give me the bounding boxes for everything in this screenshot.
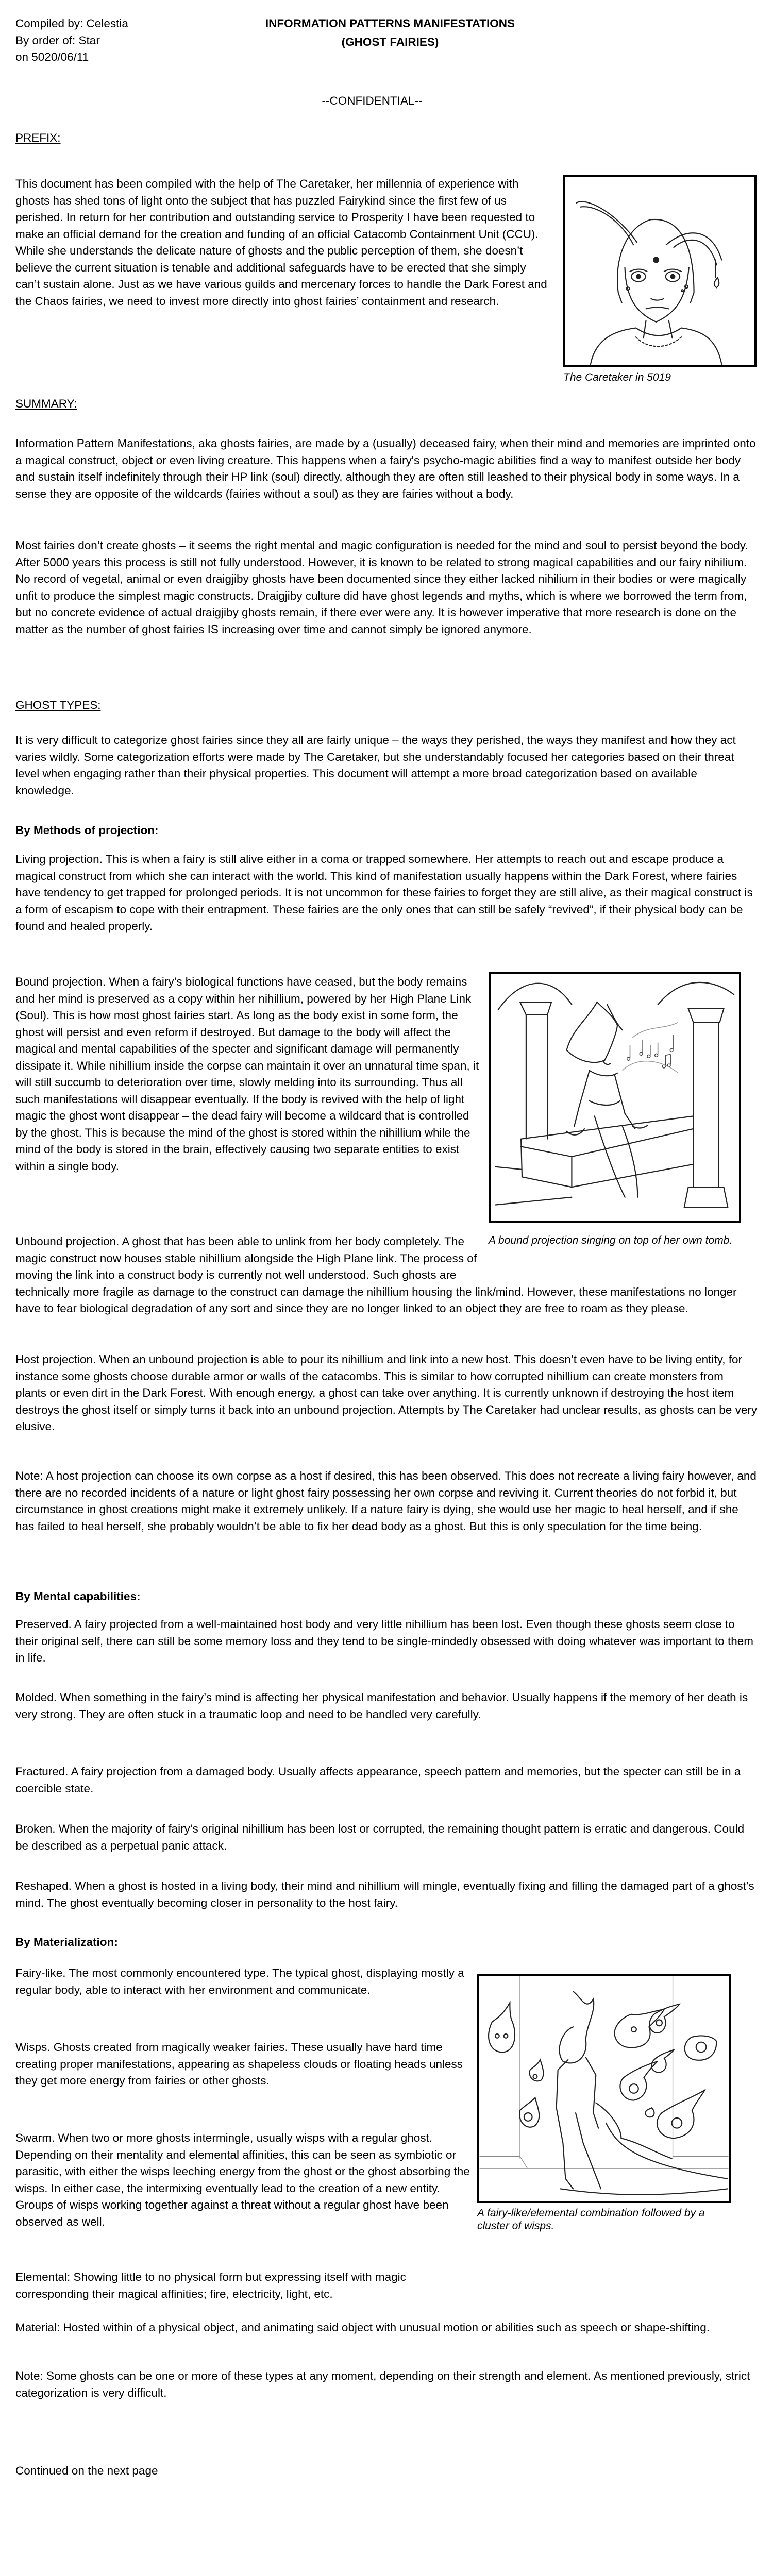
mental-broken-paragraph: Broken. When the majority of fairy’s original nihillium has been lost or corrupted, the remaining thought pattern is erratic and dangerous. Could be described as a perpetual panic attack.	[15, 1822, 745, 1852]
materialization-material-paragraph: Material: Hosted within of a physical object, and animating said object with unusual motion or abilities such as speech or shape-shifting.	[15, 2321, 710, 2334]
materialization-heading: By Materialization:	[15, 1936, 118, 1948]
bound-projection-paragraph: Bound projection. When a fairy’s biological functions have ceased, but the body remains and her mind is preserved as a copy within her nihillium, powered by her High Plane Link (Soul). This is how most ghost fairies start. As long as the body exist in some form, the ghost will persist and even reform if destroyed. But damage to the body will affect the magical and mental capabilities of the specter and significant damage will permanently dissipate it. While nihillium inside the corpse can maintain it over an unnatural time span, it will still succumb to deterioration over time, slowly melding into its surrounding. Thus all such manifestations will disappear eventually. If the body is revived with the help of light magic the ghost wont disappear – the dead fairy will become a wildcard that is controlled by the ghost. This is because the mind of the ghost is stored within the nihillium while the mind of the body is stored in the brain, effectively causing two separate entities to exist within a single body.	[15, 975, 479, 1173]
document-meta	[15, 15, 128, 66]
mental-fractured-paragraph: Fractured. A fairy projection from a damaged body. Usually affects appearance, speech pattern and memories, but the specter can still be in a coercible state.	[15, 1765, 741, 1795]
mental-preserved-paragraph: Preserved. A fairy projected from a well-maintained host body and very little nihillium has been lost. Even though these ghosts seem close to their original self, there can still be some memory loss and they tend to be single-mindedly obsessed with doing whatever was important to them in life.	[15, 1618, 753, 1664]
wisps-combination-image	[477, 1974, 731, 2203]
materialization-fairy-like-paragraph: Fairy-like. The most commonly encountered type. The typical ghost, displaying mostly a regular body, able to interact with her environment and communicate.	[15, 1967, 464, 1996]
unbound-projection-text: Unbound projection. A ghost that has been able to unlink from her body completely. The magic construct now houses stable nihillium alongside the High Plane link. The process of moving the link into a construct body is currently not well understood. Such ghosts are technically more fragile as damage to the construct can damage the nihillium housing the link/mind. However, these manifestations no longer have to fear biological degradation of any sort and since they are no longer linked to an object they are free to roam as they please.	[15, 1235, 737, 1315]
mental-molded-paragraph: Molded. When something in the fairy’s mind is affecting her physical manifestation and behavior. Usually happens if the memory of her death is very strong. They are often stuck in a traumatic loop and need to be handled very carefully.	[15, 1691, 748, 1721]
continued-note: Continued on the next page	[15, 2464, 158, 2477]
caretaker-portrait-image	[563, 175, 757, 367]
document-date: on 5020/06/11	[15, 50, 89, 63]
caretaker-portrait-caption: The Caretaker in 5019	[563, 371, 671, 383]
title-line-1: INFORMATION PATTERNS MANIFESTATIONS	[265, 17, 515, 30]
title-line-2: (GHOST FAIRIES)	[341, 36, 439, 48]
mental-heading: By Mental capabilities:	[15, 1590, 141, 1603]
summary-paragraph-1: Information Pattern Manifestations, aka ghosts fairies, are made by a (usually) deceased fairy, when their mind and memories are imprinted onto a magical construct, object or even living creature. This happens when a fairy's psycho-magic abilities find a way to manifest outside her body and sustain itself indefinitely through their HP link (soul) directly, although they are often still leashed to their physical body in some ways. In a sense they are opposite of the wildcards (fairies without a soul) as they are fairies without a body.	[15, 437, 756, 500]
bound-projection-image	[489, 972, 741, 1223]
compiled-by: Compiled by: Celestia	[15, 17, 128, 30]
living-projection-paragraph: Living projection. This is when a fairy is still alive either in a coma or trapped somewhere. Her attempts to reach out and escape produce a magical construct from which she can interact with the world. This kind of manifestation usually happens within the Dark Forest, where fairies have tendency to get trapped for prolonged periods. It is not uncommon for these fairies to forget they are still alive, as their magical construct is a form of escapism to cope with their entrapment. These fairies are the only ones that can still be safely “revived”, if their physical body can be found and healed properly.	[15, 853, 753, 933]
host-projection-note: Note: A host projection can choose its own corpse as a host if desired, this has been observed. This does not recreate a living fairy however, and there are no recorded incidents of a nature or light ghost fairy possessing her own corpse and reviving it. Current theories do not forbid it, but circumstance in ghost creations might make it extremely unlikely. If a nature fairy is dying, she would use her magic to heal herself, and if she has failed to heal herself, she probably wouldn’t be able to fix her dead body as a ghost. But this is only speculation for the time being.	[15, 1469, 757, 1533]
caption-spacer	[484, 1233, 758, 1283]
unbound-projection-paragraph	[15, 1233, 758, 1317]
summary-heading: SUMMARY:	[15, 397, 77, 410]
bound-projection-caption: A bound projection singing on top of her own tomb.	[489, 1234, 733, 1246]
ghost-types-heading: GHOST TYPES:	[15, 699, 101, 711]
caretaker-portrait-drawing	[565, 177, 754, 365]
projection-heading: By Methods of projection:	[15, 824, 159, 837]
materialization-wisps-paragraph: Wisps. Ghosts created from magically weaker fairies. These usually have hard time creating proper manifestations, appearing as shapeless clouds or floating heads unless they get more energy from fairies or other ghosts.	[15, 2041, 463, 2087]
summary-paragraph-2: Most fairies don’t create ghosts – it seems the right mental and magic configuration is needed for the mind and soul to persist beyond the body. After 5000 years this process is still not fully understood. However, it is known to be related to strong magical capabilities and our fairy nihilium. No record of vegetal, animal or even draigjiby ghosts have been documented since they either lacked nihilium in their bodies or were magically unfit to produce the simplest magic constructs. Draigjiby culture did have ghost legends and myths, which is where we borrowed the term from, but no concrete evidence of actual draigjiby ghosts remain, if there ever were any. It is however imperative that more research is done on the matter as the number of ghost fairies IS increasing over time and cannot simply be ignored anymore.	[15, 539, 748, 636]
mental-reshaped-paragraph: Reshaped. When a ghost is hosted in a living body, their mind and nihillium will mingle, eventually fixing and filling the damaged part of a ghost’s mind. The ghost eventually becoming closer in personality to the host fairy.	[15, 1879, 754, 1909]
materialization-note: Note: Some ghosts can be one or more of these types at any moment, depending on their strength and element. As mentioned previously, strict categorization is very difficult.	[15, 2369, 750, 2399]
bound-projection-drawing	[491, 974, 739, 1221]
confidential-label: --CONFIDENTIAL--	[322, 94, 423, 107]
wisps-combination-caption: A fairy-like/elemental combination followed by a cluster of wisps.	[477, 2207, 705, 2232]
ordered-by: By order of: Star	[15, 33, 100, 47]
materialization-elemental-paragraph: Elemental: Showing little to no physical form but expressing itself with magic corresponding their magical affinities; fire, electricity, light, etc.	[15, 2270, 406, 2300]
host-projection-paragraph: Host projection. When an unbound projection is able to pour its nihillium and link into a new host. This doesn’t even have to be living entity, for instance some ghosts choose durable armor or walls of the catacombs. This is similar to how corrupted nihillium can create monsters from plants or even dirt in the Dark Forest. With enough energy, a ghost can take over anything. It is currently unknown if destroying the host item destroys the ghost itself or simply turns it back into an unbound projection. Attempts by The Caretaker had unclear results, as ghosts can be very elusive.	[15, 1353, 758, 1433]
prefix-heading: PREFIX:	[15, 131, 61, 144]
document-title	[236, 14, 545, 52]
ghost-types-intro: It is very difficult to categorize ghost fairies since they all are fairly unique – the ways they perished, the ways they manifest and how they act varies wildly. Some categorization efforts were made by The Caretaker, but she understandably focused her categories based on their threat level when engaging rather than their physical properties. This document will attempt a more broad categorization based on available knowledge.	[15, 734, 736, 797]
materialization-swarm-paragraph: Swarm. When two or more ghosts intermingle, usually wisps with a regular ghost. Depending on their mentality and elemental affinities, this can be seen as symbiotic or parasitic, with either the wisps leeching energy from the ghost or the ghost absorbing the wisps. In either case, the intermixing eventually lead to the creation of a new entity. Groups of wisps working together against a threat without a regular ghost have been observed as well.	[15, 2131, 470, 2228]
prefix-paragraph: This document has been compiled with the help of The Caretaker, her millennia of experience with ghosts has shed tons of light onto the subject that has puzzled Fairykind since the first few of us perished. In return for her contribution and outstanding service to Prosperity I have been requested to make an official demand for the creation and funding of an official Catacomb Containment Unit (CCU). While she understands the delicate nature of ghosts and the public perception of them, she doesn’t believe the current situation is tenable and additional safeguards have to be erected that she simply can’t sustain alone. Just as we have various guilds and mercenary forces to handle the Dark Forest and the Chaos fairies, we need to invest more directly into ghost fairies’ containment and research.	[15, 177, 547, 308]
wisps-combination-drawing	[479, 1976, 729, 2201]
